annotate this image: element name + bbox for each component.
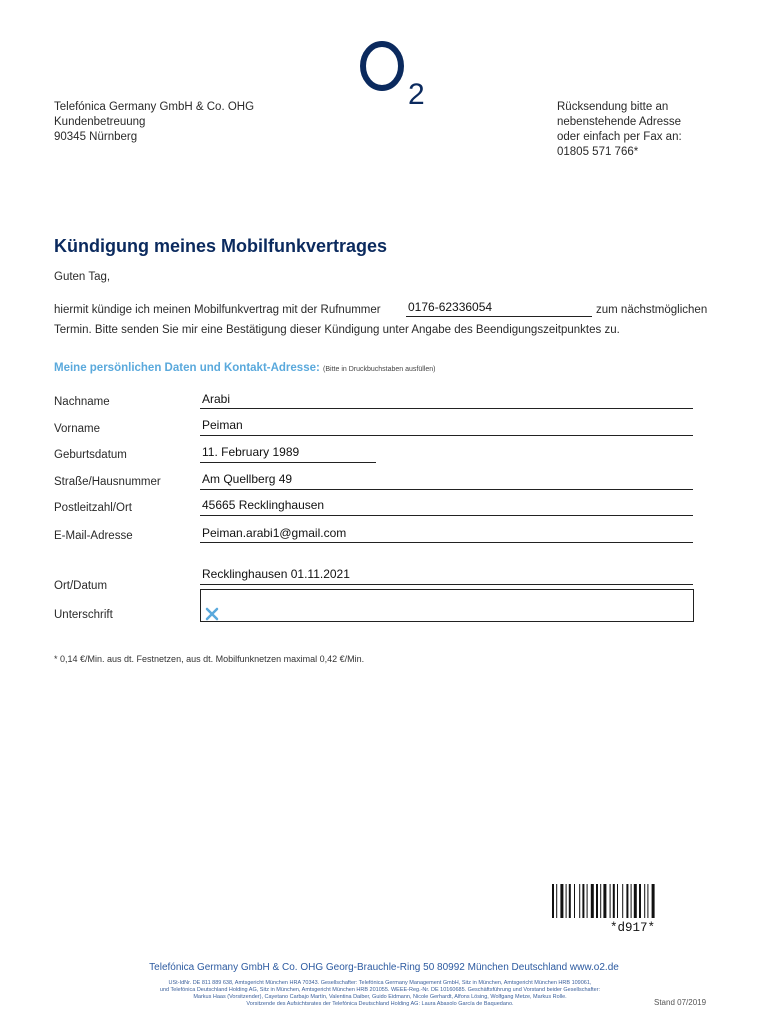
barcode-bar	[566, 884, 567, 918]
barcode-bar	[579, 884, 580, 918]
barcode-bar	[587, 884, 588, 918]
plz-value: 45665 Recklinghausen	[202, 498, 325, 512]
footnote: * 0,14 €/Min. aus dt. Festnetzen, aus dt. Mobilfunknetzen maximal 0,42 €/Min.	[54, 654, 365, 664]
ortdatum-value: Recklinghausen 01.11.2021	[202, 567, 350, 581]
barcode-bar	[569, 884, 571, 918]
barcode-text: *d917*	[610, 921, 656, 935]
signature-mark-icon	[205, 607, 219, 621]
sender-line: Telefónica Germany GmbH & Co. OHG	[54, 101, 255, 113]
section-hint: (Bitte in Druckbuchstaben ausfüllen)	[323, 366, 436, 373]
section-title	[54, 362, 435, 374]
label-unterschrift: Unterschrift	[54, 609, 113, 621]
o2-logo	[358, 36, 438, 106]
fax-number: 01805 571 766*	[557, 146, 639, 158]
strasse-field[interactable]	[200, 472, 693, 490]
barcode-bar	[622, 884, 623, 918]
email-field[interactable]	[200, 526, 693, 543]
intro-text-end: zum nächstmöglichen	[596, 304, 708, 316]
label-ortdatum: Ort/Datum	[54, 580, 108, 592]
barcode-bar	[634, 884, 637, 918]
geburtsdatum-value: 11. February 1989	[202, 445, 300, 459]
nachname-value: Arabi	[202, 392, 231, 406]
footer-legal-line: Markus Haas (Vorsitzender), Cayetano Carbajo Martín, Valentina Daiber, Guido Eidmann, Nicole Gerhardt, Alfons Lösing, Wolfgang Metze, Markus Rolle.	[193, 994, 567, 1000]
phone-value: 0176-62336054	[408, 300, 493, 314]
footer-legal-line: und Telefónica Deutschland Holding AG, Sitz in München, Amtsgericht München HRB 201055. WEEE-Reg.-Nr. DE 10160685. Geschäftsführung und Vorstand beider Gesellschafter:	[159, 987, 601, 993]
return-line: oder einfach per Fax an:	[557, 131, 682, 143]
plz-field[interactable]	[200, 498, 693, 516]
return-note	[557, 100, 682, 160]
barcode-bar	[574, 884, 575, 918]
barcode-bar	[552, 884, 554, 918]
section-title-text: Meine persönlichen Daten und Kontakt-Adresse:	[54, 362, 320, 374]
barcode-bar	[582, 884, 584, 918]
barcode-bar	[652, 884, 655, 918]
footer-company: Telefónica Germany GmbH & Co. OHG Georg-Brauchle-Ring 50 80992 München Deutschland www.o2.de	[149, 962, 619, 973]
label-vorname: Vorname	[54, 423, 101, 435]
stand-date: Stand 07/2019	[654, 998, 707, 1007]
barcode-bar	[613, 884, 615, 918]
return-line: nebenstehende Adresse	[557, 116, 682, 128]
phone-field[interactable]	[406, 300, 592, 317]
nachname-field[interactable]	[200, 392, 693, 409]
barcode	[552, 884, 712, 918]
greeting: Guten Tag,	[54, 271, 111, 283]
barcode-bar	[626, 884, 628, 918]
barcode-bar	[560, 884, 563, 918]
label-plz: Postleitzahl/Ort	[54, 502, 132, 514]
email-value: Peiman.arabi1@gmail.com	[202, 526, 347, 540]
footer-legal	[100, 980, 660, 1008]
label-strasse: Straße/Hausnummer	[54, 476, 161, 488]
label-geburtsdatum: Geburtsdatum	[54, 449, 127, 461]
barcode-bar	[596, 884, 598, 918]
geburtsdatum-field[interactable]	[200, 445, 376, 463]
sender-address	[54, 100, 254, 145]
intro-text-line2: Termin. Bitte senden Sie mir eine Bestätigung dieser Kündigung unter Angabe des Beendigungszeitpunktes zu.	[54, 324, 620, 336]
barcode-bar	[610, 884, 611, 918]
ortdatum-field[interactable]	[200, 567, 693, 585]
barcode-bar	[603, 884, 606, 918]
intro-text: hiermit kündige ich meinen Mobilfunkvertrag mit der Rufnummer	[54, 304, 381, 316]
barcode-bar	[591, 884, 594, 918]
return-line: Rücksendung bitte an	[557, 101, 669, 113]
sender-line: Kundenbetreuung	[54, 116, 146, 128]
label-nachname: Nachname	[54, 396, 110, 408]
footer-legal-line: Vorsitzende des Aufsichtsrates der Telefónica Deutschland Holding AG: Laura Abasolo García de Baquedano.	[246, 1001, 514, 1007]
barcode-bar	[600, 884, 601, 918]
signature-box[interactable]	[200, 589, 694, 622]
label-email: E-Mail-Adresse	[54, 530, 133, 542]
vorname-field[interactable]	[200, 418, 693, 436]
sender-line: 90345 Nürnberg	[54, 131, 138, 143]
barcode-bar	[647, 884, 648, 918]
logo-subscript: 2	[408, 78, 425, 106]
strasse-value: Am Quellberg 49	[202, 472, 293, 486]
page-title: Kündigung meines Mobilfunkvertrages	[54, 236, 388, 256]
barcode-bar	[644, 884, 645, 918]
barcode-bar	[639, 884, 641, 918]
barcode-bar	[617, 884, 618, 918]
vorname-value: Peiman	[202, 418, 243, 432]
barcode-bar	[631, 884, 632, 918]
footer-legal-line: USt-IdNr. DE 811 889 638, Amtsgericht München HRA 70343. Gesellschafter: Telefónica Germany Management GmbH, Sitz in München, Amtsgericht München HRB 109061,	[168, 980, 592, 986]
barcode-bar	[556, 884, 557, 918]
